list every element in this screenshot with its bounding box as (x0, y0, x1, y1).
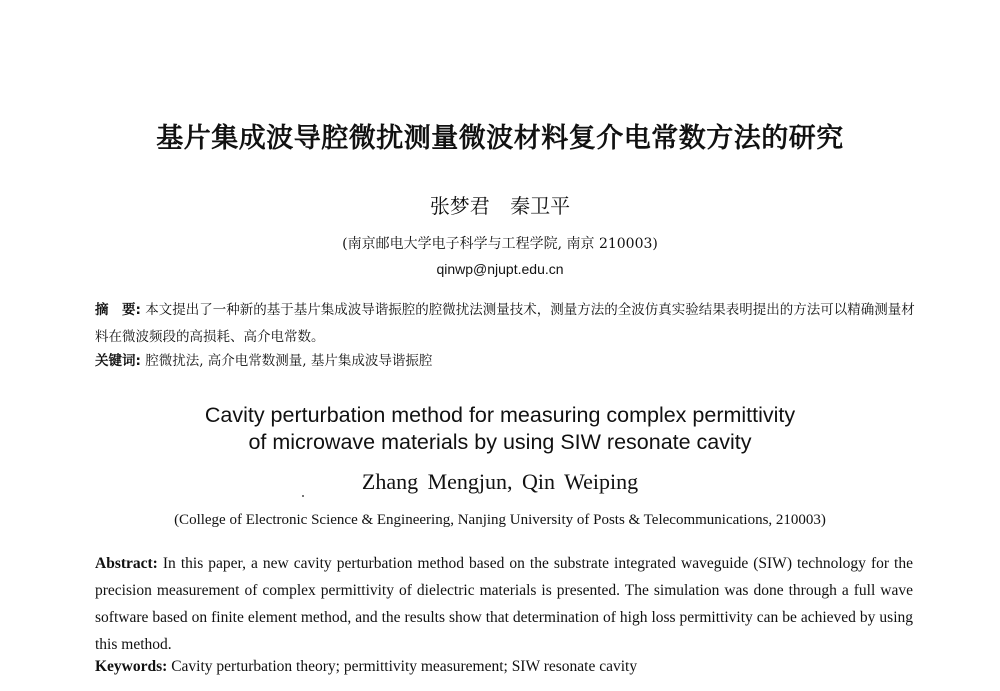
chinese-affiliation: (南京邮电大学电子科学与工程学院, 南京 210003) (342, 236, 658, 252)
english-keywords-text: Cavity perturbation theory; permittivity measurement; SIW resonate cavity (167, 658, 638, 675)
chinese-keywords-label: 关键词: (95, 353, 141, 369)
english-abstract-text: In this paper, a new cavity perturbation method based on the substrate integrated waveguide (SIW) technology for the precision measurement of complex permittivity of dielectric materials is presented. The simulation was done through a full wave software based on finite element method, and the results show that determination of high loss permittivity can be achieved by using this method. (95, 555, 913, 653)
chinese-abstract-label: 摘 要: (95, 302, 141, 318)
chinese-abstract (95, 297, 915, 351)
scan-speck (302, 495, 304, 497)
english-affiliation: (College of Electronic Science & Engineering, Nanjing University of Posts & Telecommunications, 210003) (174, 512, 826, 528)
english-keywords (95, 656, 913, 678)
chinese-title: 基片集成波导腔微扰测量微波材料复介电常数方法的研究 (156, 123, 844, 154)
chinese-keywords (95, 351, 915, 371)
english-title-line-1: Cavity perturbation method for measuring complex permittivity (204, 403, 796, 427)
author-email: qinwp@njupt.edu.cn (436, 261, 564, 277)
english-title-line-2: of microwave materials by using SIW resonate cavity (248, 430, 752, 454)
english-abstract (95, 550, 913, 658)
chinese-abstract-text: 本文提出了一种新的基于基片集成波导谐振腔的腔微扰法测量技术，测量方法的全波仿真实验结果表明提出的方法可以精确测量材料在微波频段的高损耗、高介电常数。 (95, 302, 915, 345)
english-abstract-label: Abstract: (95, 555, 158, 572)
chinese-authors: 张梦君 秦卫平 (429, 194, 571, 218)
english-title (0, 402, 1000, 456)
chinese-keywords-text: 腔微扰法, 高介电常数测量, 基片集成波导谐振腔 (140, 353, 433, 369)
english-authors: Zhang Mengjun, Qin Weiping (361, 469, 639, 494)
english-keywords-label: Keywords: (95, 658, 168, 675)
